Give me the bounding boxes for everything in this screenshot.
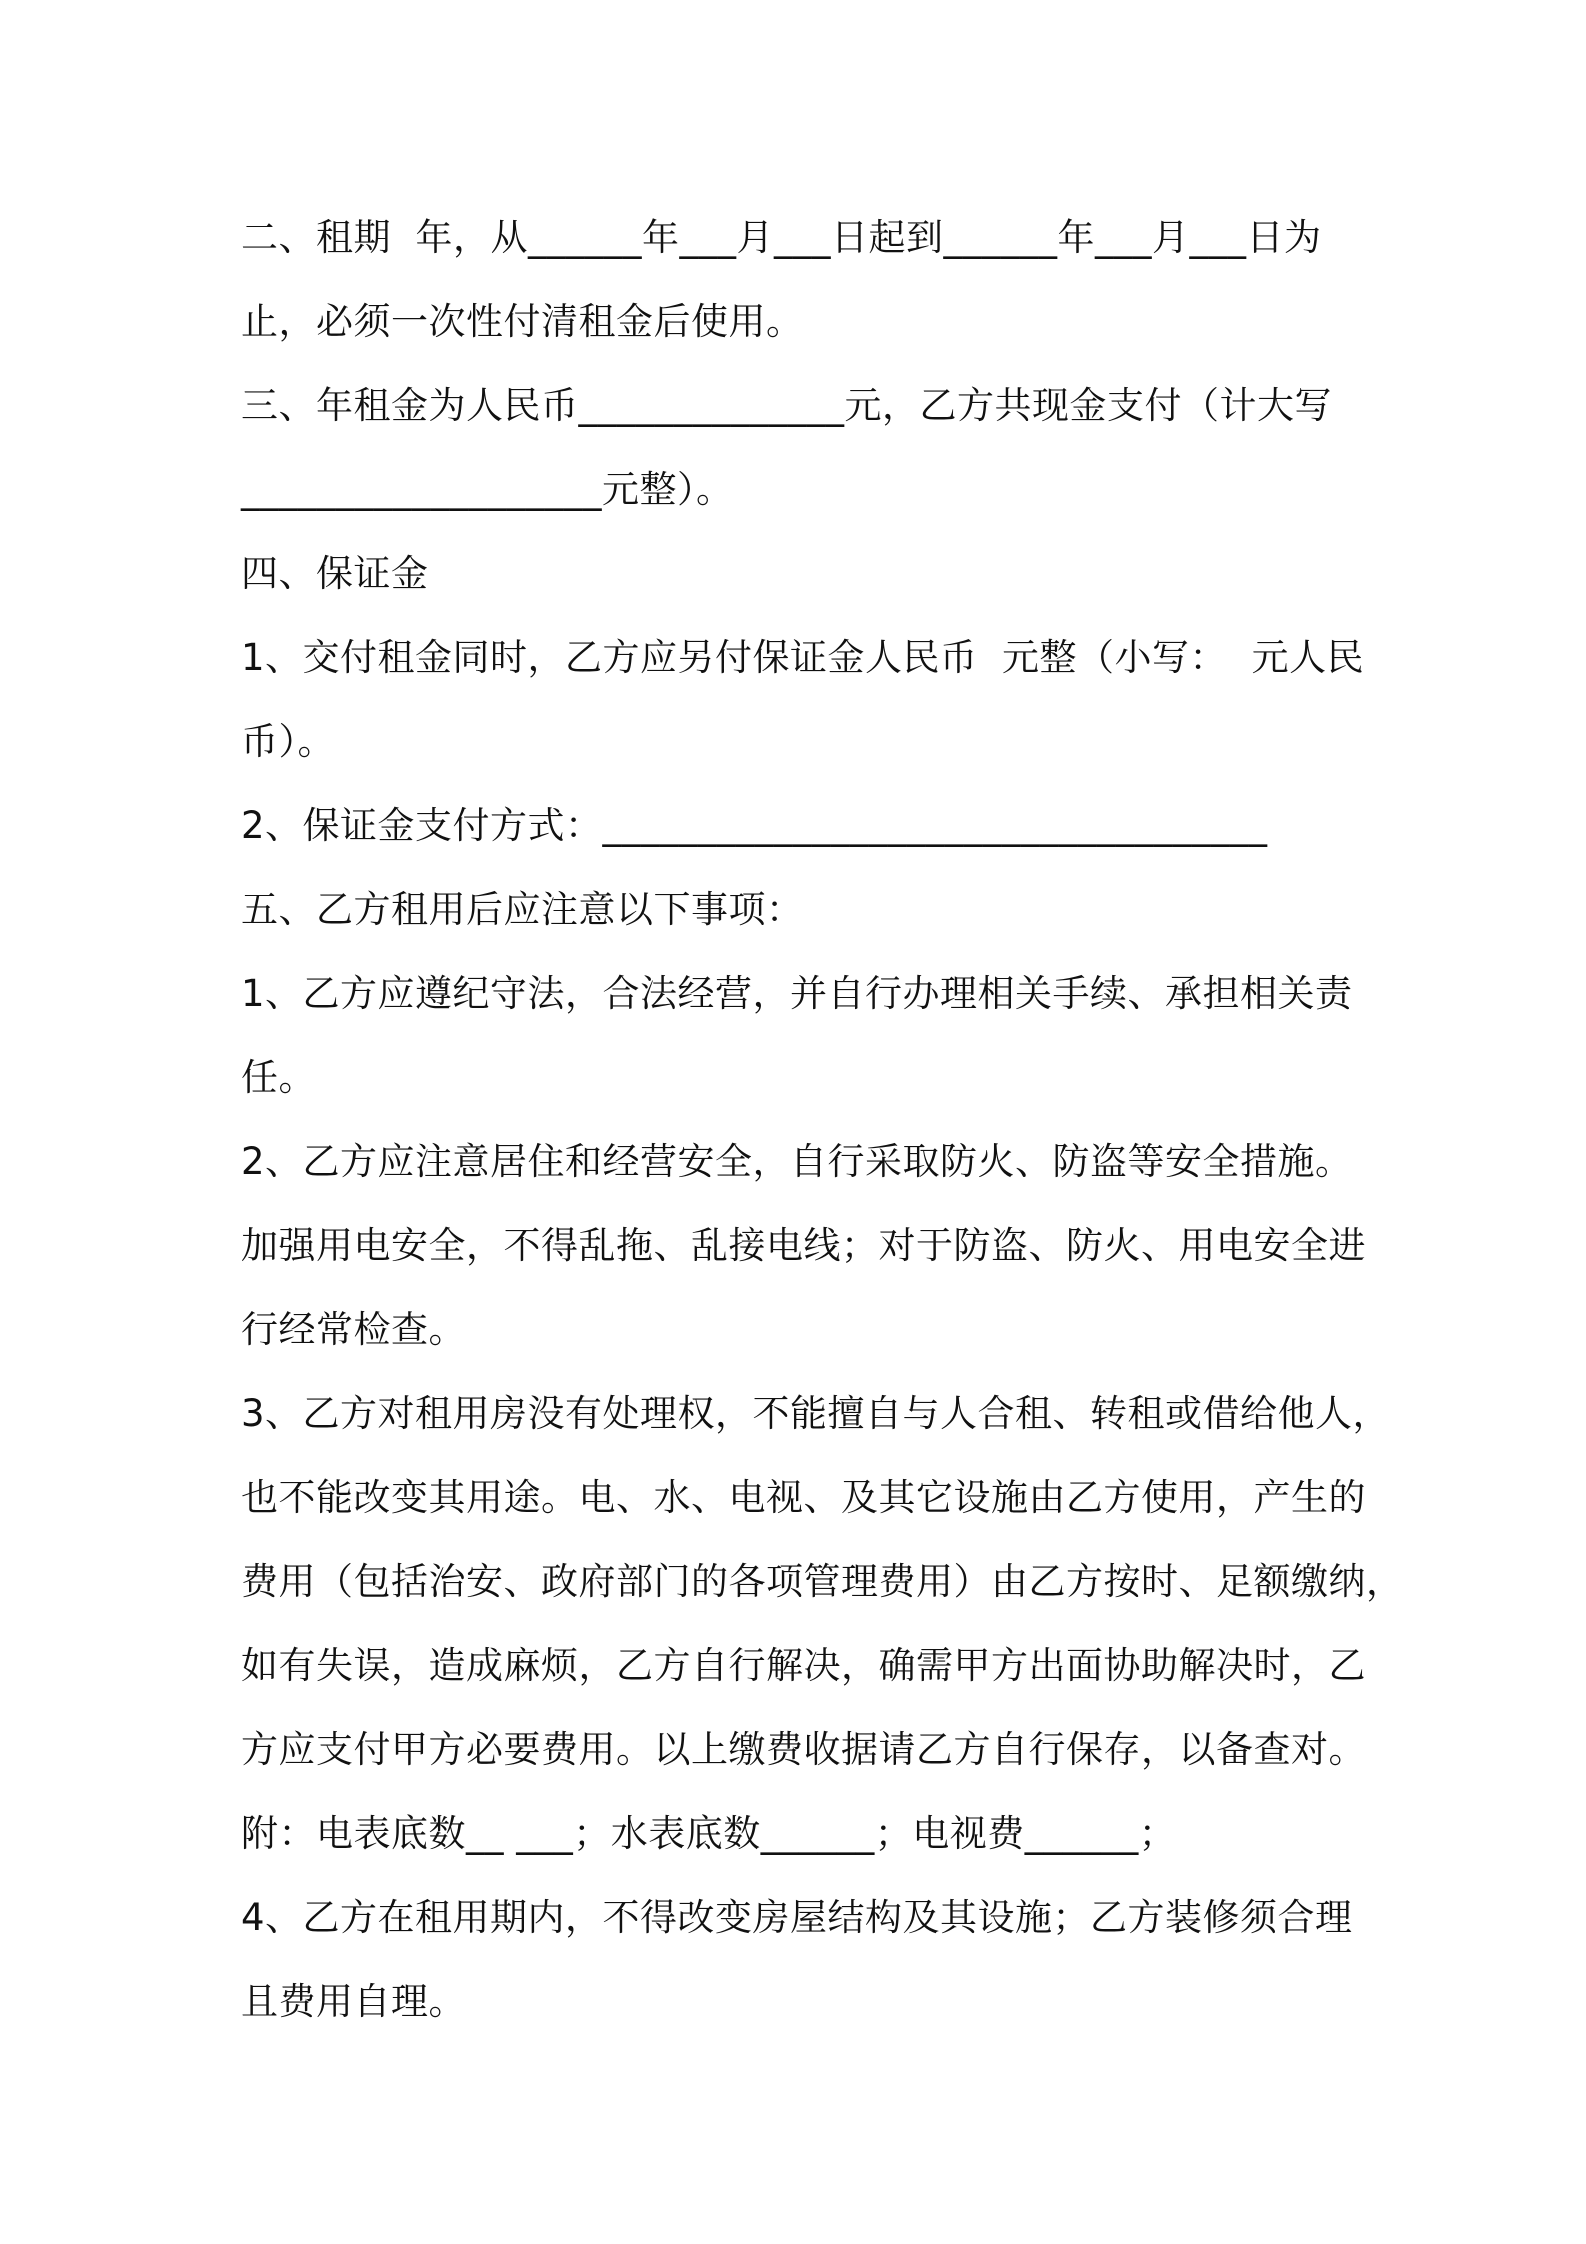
clause-2-lease-term-cont: 止，必须一次性付清租金后使用。 <box>241 300 804 343</box>
clause-5-item-2: 2、乙方应注意居住和经营安全，自行采取防火、防盗等安全措施。 <box>241 1140 1353 1183</box>
clause-5-meter-readings: 附：电表底数__ ___；水表底数______；电视费______； <box>241 1812 1177 1855</box>
clause-5-item-1: 1、乙方应遵纪守法，合法经营，并自行办理相关手续、承担相关责 <box>241 972 1353 1015</box>
clause-5-item-2-cont2: 行经常检查。 <box>241 1308 466 1351</box>
clause-4-item-1: 1、交付租金同时，乙方应另付保证金人民币 元整（小写： 元人民 <box>241 636 1365 679</box>
clause-5-item-3-cont2: 费用（包括治安、政府部门的各项管理费用）由乙方按时、足额缴纳， <box>241 1560 1404 1603</box>
clause-4-item-1-cont: 币）。 <box>241 720 335 763</box>
clause-4-item-2: 2、保证金支付方式：___________________________________ <box>241 804 1268 847</box>
clause-3-annual-rent: 三、年租金为人民币______________元，乙方共现金支付（计大写 <box>241 384 1332 427</box>
clause-5-item-4: 4、乙方在租用期内，不得改变房屋结构及其设施；乙方装修须合理 <box>241 1896 1353 1939</box>
contract-body <box>241 196 1404 2044</box>
clause-3-annual-rent-cont: ___________________元整）。 <box>241 468 734 511</box>
clause-5-item-3: 3、乙方对租用房没有处理权，不能擅自与人合租、转租或借给他人， <box>241 1392 1391 1435</box>
clause-5-heading: 五、乙方租用后应注意以下事项： <box>241 888 804 931</box>
clause-5-item-3-cont3: 如有失误，造成麻烦，乙方自行解决，确需甲方出面协助解决时，乙 <box>241 1644 1366 1687</box>
clause-2-lease-term: 二、租期 年，从______年___月___日起到______年___月___日为 <box>241 216 1322 259</box>
clause-5-item-4-cont: 且费用自理。 <box>241 1980 466 2023</box>
clause-5-item-3-cont4: 方应支付甲方必要费用。以上缴费收据请乙方自行保存，以备查对。 <box>241 1728 1366 1771</box>
clause-5-item-1-cont: 任。 <box>241 1056 316 1099</box>
clause-5-item-2-cont: 加强用电安全，不得乱拖、乱接电线；对于防盗、防火、用电安全进 <box>241 1224 1366 1267</box>
clause-4-heading: 四、保证金 <box>241 552 429 595</box>
clause-5-item-3-cont: 也不能改变其用途。电、水、电视、及其它设施由乙方使用，产生的 <box>241 1476 1366 1519</box>
